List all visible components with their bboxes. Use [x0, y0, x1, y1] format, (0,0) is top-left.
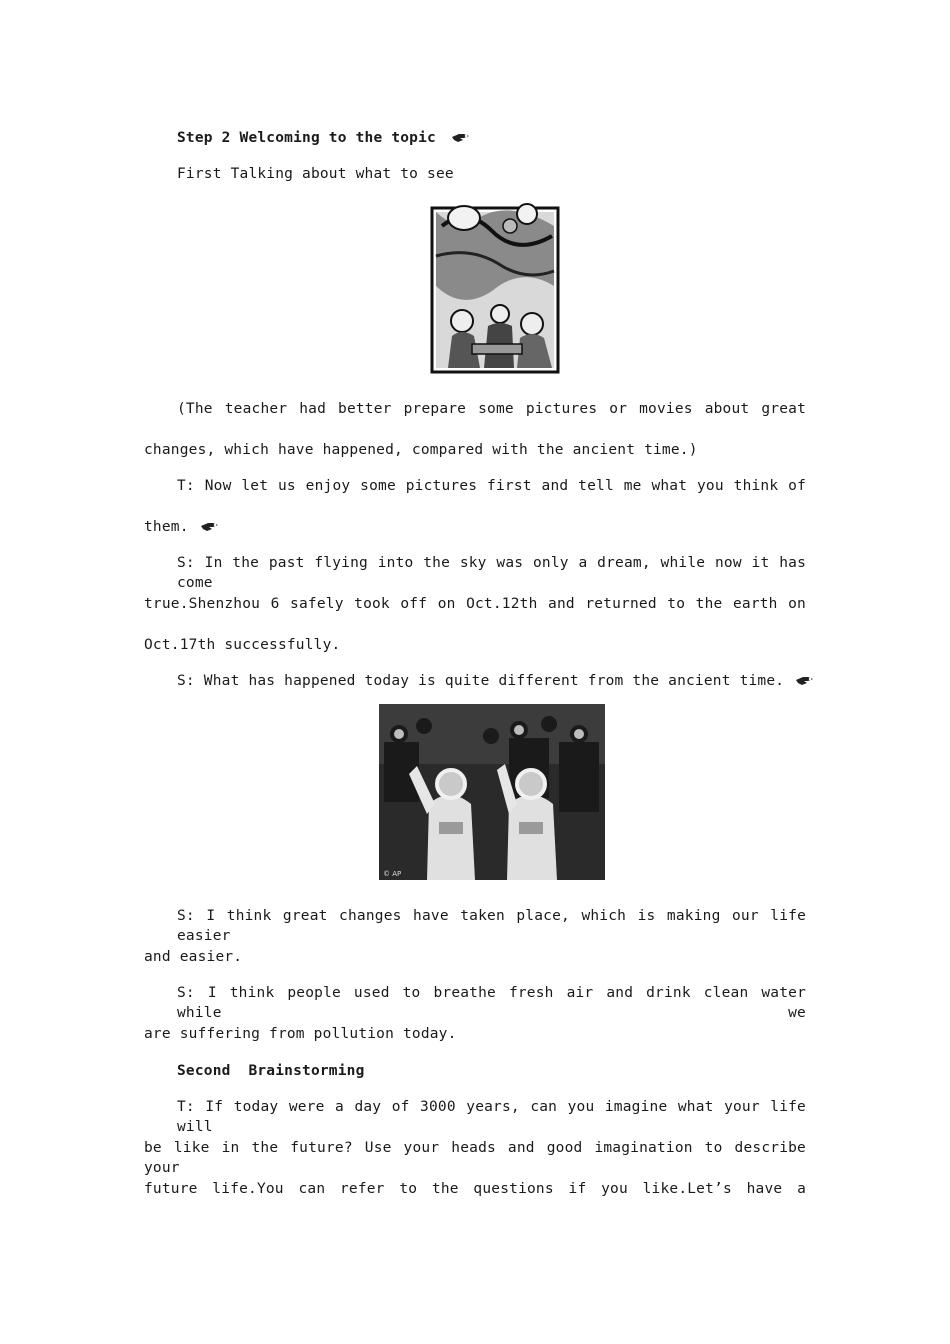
- student-line-2: [177, 671, 806, 691]
- teacher-note-line-2: changes, which have happened, compared with the ancient time.): [144, 442, 698, 458]
- first-heading: First Talking about what to see: [177, 166, 454, 182]
- teacher-line-1: T: Now let us enjoy some pictures first and tell me what you think of: [177, 478, 806, 494]
- photo-credit: © AP: [383, 870, 402, 878]
- ancient-and-modern-illustration: [422, 196, 562, 374]
- teacher-note-line-1: (The teacher had better prepare some pictures or movies about great: [177, 401, 806, 417]
- teacher-line-2b: be like in the future? Use your heads and good imagination to describe your: [144, 1140, 806, 1176]
- pointing-hand-icon: [451, 130, 471, 144]
- teacher-line-1b: [144, 517, 806, 537]
- step-heading: [177, 128, 806, 148]
- step-heading-text: Step 2 Welcoming to the topic: [177, 130, 436, 146]
- teacher-line-1b-text: them.: [144, 519, 189, 535]
- student-line-1c: Oct.17th successfully.: [144, 637, 341, 653]
- pointing-hand-icon: [795, 673, 815, 687]
- student-line-1a: S: In the past flying into the sky was only a dream, while now it has come: [177, 555, 806, 591]
- student-line-2-text: S: What has happened today is quite different from the ancient time.: [177, 673, 785, 689]
- teacher-line-2a: T: If today were a day of 3000 years, can you imagine what your life will: [177, 1099, 806, 1135]
- student-line-3a: S: I think great changes have taken place, which is making our life easier: [177, 908, 806, 944]
- student-line-1b: true.Shenzhou 6 safely took off on Oct.12th and returned to the earth on: [144, 596, 806, 612]
- pointing-hand-icon: [200, 519, 220, 533]
- student-line-4a: S: I think people used to breathe fresh air and drink clean water while we: [177, 985, 806, 1021]
- student-line-3b: and easier.: [144, 949, 243, 965]
- student-line-4b: are suffering from pollution today.: [144, 1026, 457, 1042]
- teacher-line-2c: future life.You can refer to the questions if you like.Let’s have a: [144, 1181, 806, 1197]
- second-heading: Second Brainstorming: [177, 1063, 365, 1079]
- astronauts-photo: [379, 704, 605, 880]
